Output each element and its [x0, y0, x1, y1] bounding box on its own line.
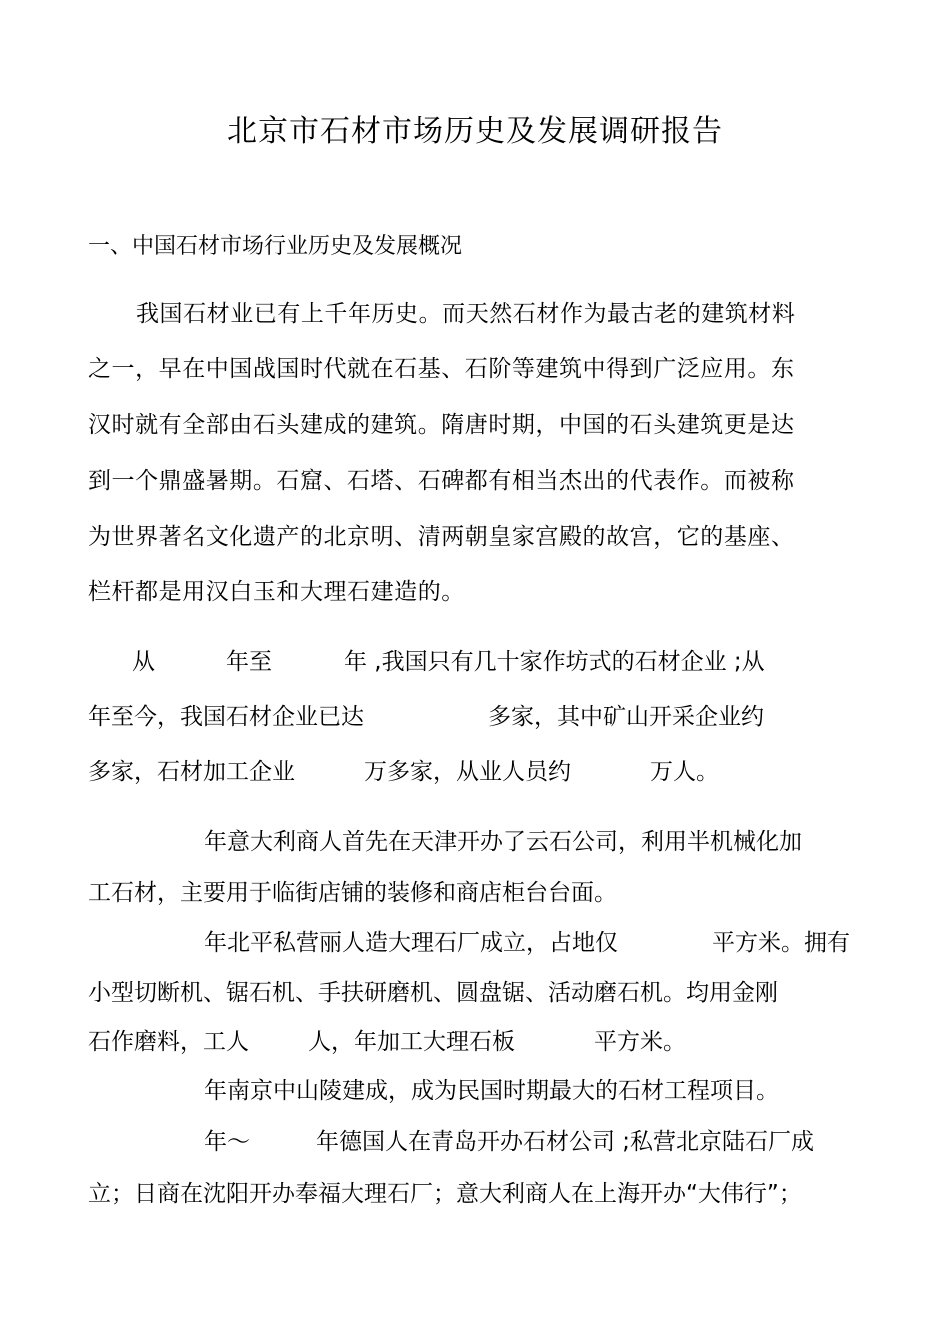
text-fragment: 年至今，我国石材企业已达: [88, 704, 364, 730]
text-fragment: 人，年加工大理石板: [308, 1029, 515, 1055]
paragraph-line: 年意大利商人首先在天津开办了云石公司，利用半机械化加: [204, 829, 802, 855]
paragraph-line: 工石材，主要用于临街店铺的装修和商店柜台台面。: [88, 880, 617, 906]
text-fragment: 平方米。拥有: [712, 930, 850, 956]
text-fragment: 万多家，从业人员约: [364, 759, 571, 785]
paragraph-line: 到一个鼎盛暑期。石窟、石塔、石碑都有相当杰出的代表作。而被称: [88, 468, 795, 494]
text-fragment: 万人。: [650, 759, 719, 785]
text-fragment: 年～: [204, 1129, 250, 1155]
text-fragment: 多家，其中矿山开采企业约: [488, 704, 764, 730]
text-fragment: 年 ,我国只有几十家作坊式的石材企业 ;从: [344, 649, 765, 675]
text-fragment: 立；日商在沈阳开办奉福大理石厂；意大利商人在上海开办“大伟行”；: [88, 1181, 802, 1207]
text-fragment: 年至: [226, 649, 272, 675]
text-fragment: 石作磨料，工人: [88, 1029, 249, 1055]
document-title: 北京市石材市场历史及发展调研报告: [227, 114, 723, 149]
text-fragment: 平方米。: [594, 1029, 686, 1055]
paragraph-line: 我国石材业已有上千年历史。而天然石材作为最古老的建筑材料: [136, 301, 796, 327]
paragraph-line: 年南京中山陵建成，成为民国时期最大的石材工程项目。: [204, 1078, 779, 1104]
paragraph-line: 之一，早在中国战国时代就在石基、石阶等建筑中得到广泛应用。东: [88, 356, 795, 382]
text-fragment: 从: [132, 649, 155, 675]
text-fragment: 年德国人在青岛开办石材公司 ;私营北京陆石厂成: [316, 1129, 815, 1155]
text-fragment: 年北平私营丽人造大理石厂成立，占地仅: [204, 930, 618, 956]
paragraph-line: 为世界著名文化遗产的北京明、清两朝皇家宫殿的故宫，它的基座、: [88, 524, 795, 550]
section-heading: 一、中国石材市场行业历史及发展概况: [88, 234, 463, 259]
text-fragment: 多家，石材加工企业: [88, 759, 295, 785]
paragraph-line: 栏杆都是用汉白玉和大理石建造的。: [88, 579, 465, 605]
paragraph-line: 汉时就有全部由石头建成的建筑。隋唐时期，中国的石头建筑更是达: [88, 412, 795, 438]
text-fragment: 小型切断机、锯石机、手扶研磨机、圆盘锯、活动磨石机。均用金刚: [88, 980, 778, 1006]
